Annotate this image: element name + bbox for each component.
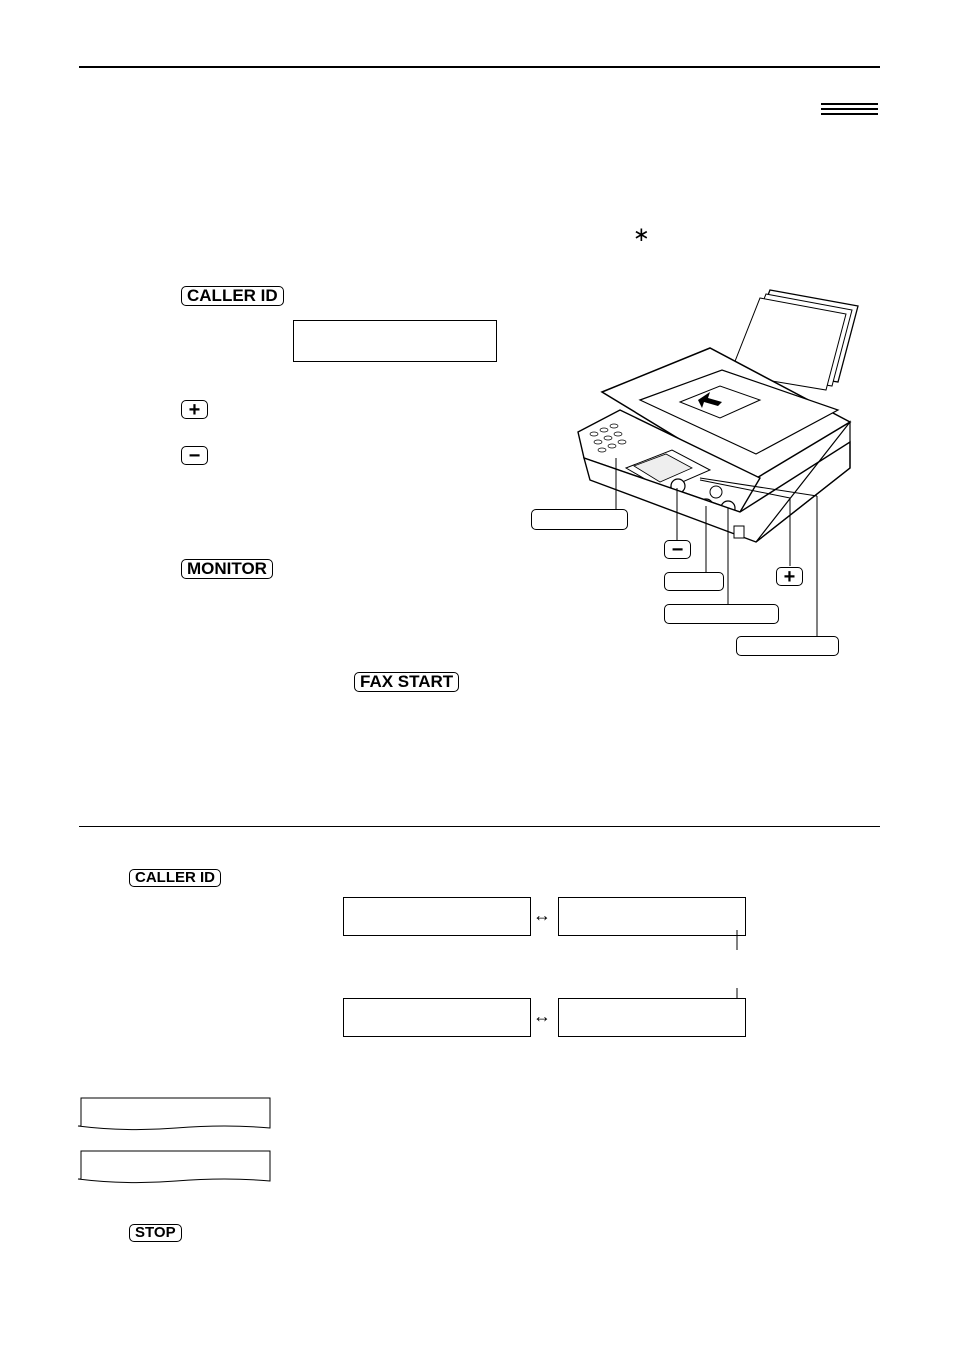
lcd-display-row2-right: [558, 998, 746, 1037]
stop-button[interactable]: STOP: [129, 1224, 182, 1242]
callout-minus: −: [664, 540, 691, 559]
caller-id-button-2[interactable]: CALLER ID: [129, 869, 221, 887]
lcd-display-row2-left: [343, 998, 531, 1037]
caller-id-button[interactable]: CALLER ID: [181, 286, 284, 306]
plus-button[interactable]: +: [181, 400, 208, 419]
display-box-torn-2: [76, 1150, 274, 1186]
star-symbol: ∗: [633, 224, 650, 246]
minus-button[interactable]: −: [181, 446, 208, 465]
monitor-button[interactable]: MONITOR: [181, 559, 273, 579]
swap-arrow-1: ↔: [533, 905, 551, 925]
callout-plus: +: [776, 567, 803, 586]
display-box-torn-1: [76, 1097, 274, 1133]
fax-start-button[interactable]: FAX START: [354, 672, 459, 692]
swap-arrow-2: ↔: [533, 1006, 551, 1026]
